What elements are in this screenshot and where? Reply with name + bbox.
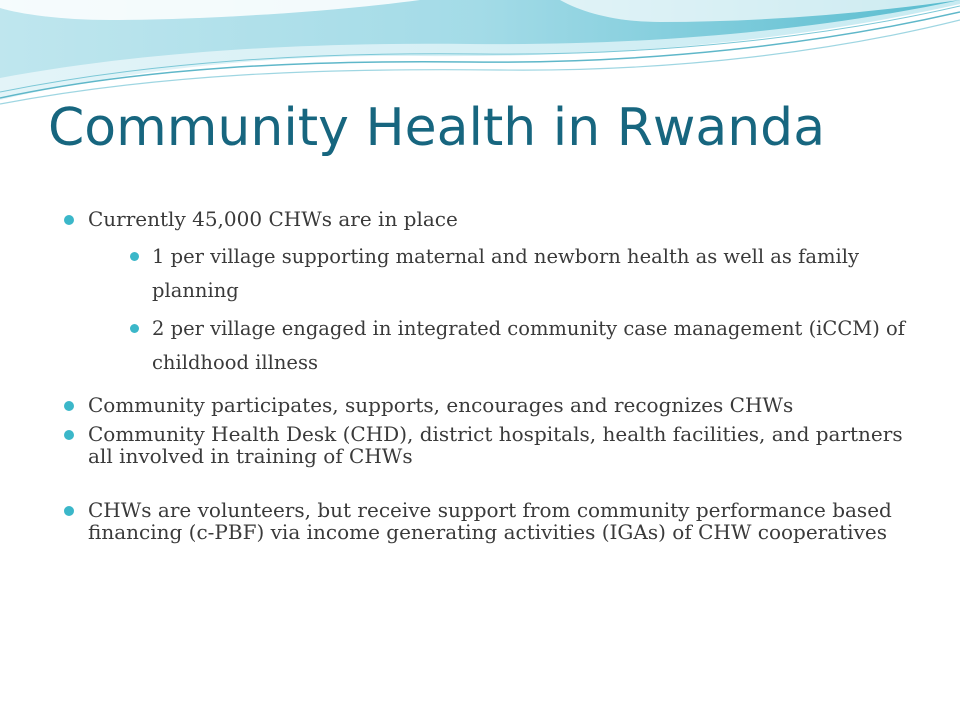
- sub-bullet-item: [128, 240, 912, 308]
- bullet-text: CHWs are volunteers, but receive support from community performance based financing (c-PBF) via income generating activities (IGAs) of CHW cooperatives: [88, 498, 892, 544]
- sub-bullet-list: [88, 240, 912, 380]
- sub-bullet-item: [128, 312, 912, 380]
- slide-content: [62, 208, 912, 543]
- sub-bullet-text: 1 per village supporting maternal and newborn health as well as family planning: [152, 245, 859, 302]
- slide-title: Community Health in Rwanda: [48, 98, 826, 158]
- bullet-item: [62, 394, 912, 416]
- bullet-dot-icon: [64, 401, 74, 411]
- bullet-item: [62, 499, 912, 543]
- bullet-dot-icon: [130, 252, 139, 261]
- bullet-dot-icon: [130, 324, 139, 333]
- bullet-text: Community Health Desk (CHD), district hospitals, health facilities, and partners all involved in training of CHWs: [88, 422, 903, 468]
- bullet-dot-icon: [64, 506, 74, 516]
- bullet-dot-icon: [64, 430, 74, 440]
- bullet-item: [62, 208, 912, 380]
- bullet-list: [62, 208, 912, 543]
- bullet-dot-icon: [64, 215, 74, 225]
- bullet-item: [62, 423, 912, 467]
- sub-bullet-text: 2 per village engaged in integrated community case management (iCCM) of childhood illness: [152, 317, 905, 374]
- bullet-text: Currently 45,000 CHWs are in place: [88, 207, 458, 231]
- bullet-text: Community participates, supports, encourages and recognizes CHWs: [88, 393, 794, 417]
